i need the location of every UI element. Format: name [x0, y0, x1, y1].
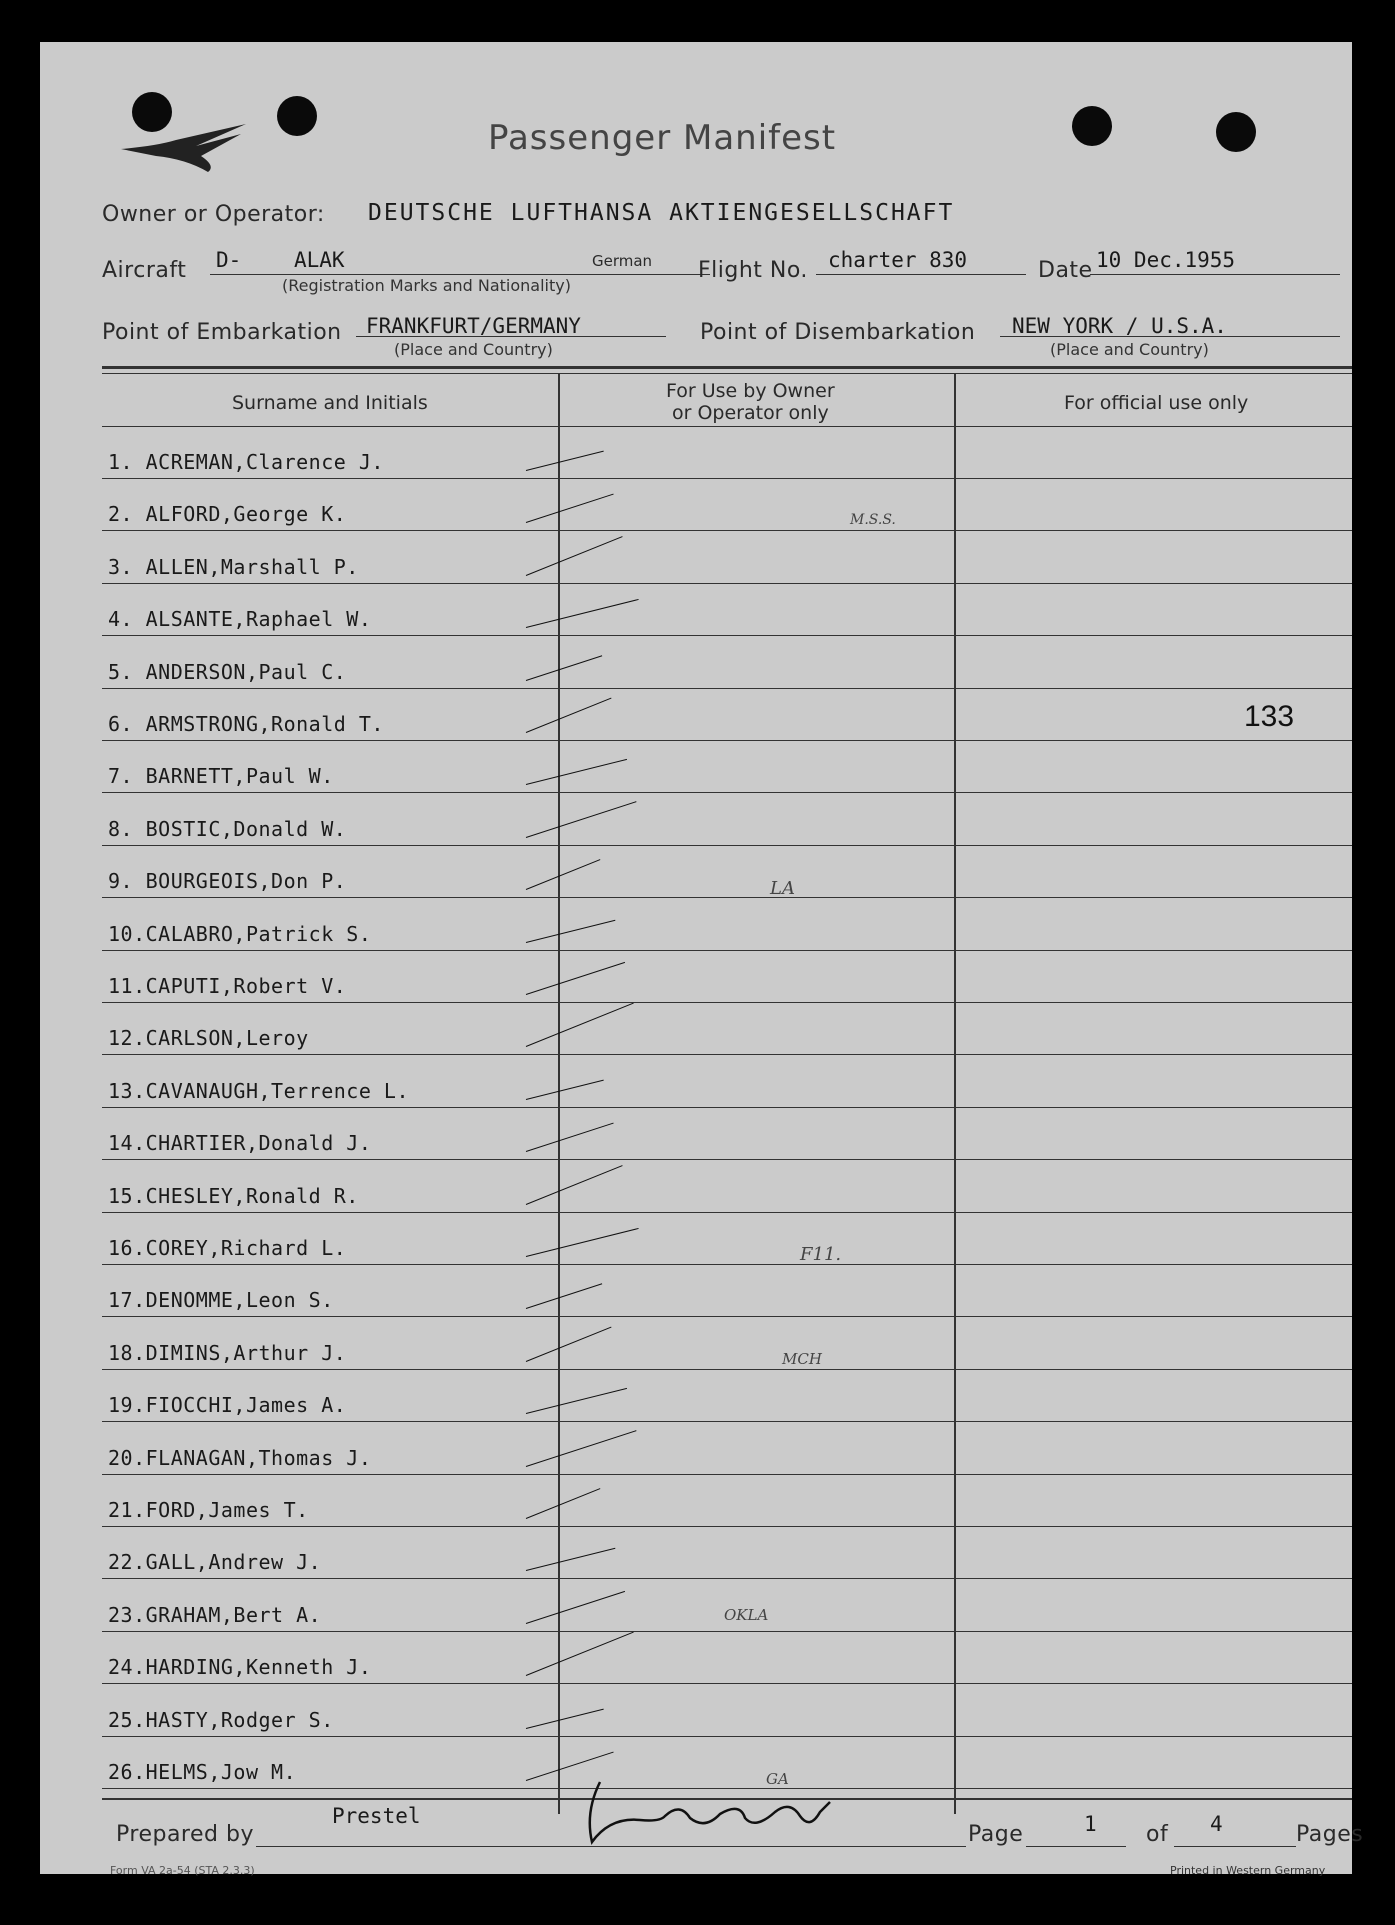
- passenger-name: 23.GRAHAM,Bert A.: [108, 1602, 322, 1627]
- flight-label: Flight No.: [698, 258, 808, 283]
- total-pages: 4: [1210, 1812, 1223, 1836]
- signature: [570, 1772, 860, 1852]
- passenger-name: 15.CHESLEY,Ronald R.: [108, 1183, 359, 1208]
- passenger-row: [108, 426, 1352, 478]
- column-header-owner-use-line1: For Use by Owner: [666, 380, 835, 402]
- aircraft-prefix: D-: [216, 248, 242, 272]
- column-header-surname: Surname and Initials: [232, 392, 428, 414]
- passenger-name: 3. ALLEN,Marshall P.: [108, 554, 359, 579]
- embarkation-label: Point of Embarkation: [102, 320, 342, 345]
- manifest-sheet: [40, 42, 1364, 1877]
- flight-value: charter 830: [828, 248, 968, 272]
- passenger-name: 26.HELMS,Jow M.: [108, 1760, 297, 1784]
- punch-hole: [1216, 112, 1256, 152]
- passenger-name: 2. ALFORD,George K.: [108, 502, 347, 527]
- passenger-name: 13.CAVANAUGH,Terrence L.: [108, 1078, 409, 1103]
- handwritten-note: OKLA: [724, 1606, 769, 1624]
- of-label: of: [1146, 1822, 1169, 1847]
- page-label: Page: [968, 1822, 1024, 1847]
- owner-value: DEUTSCHE LUFTHANSA AKTIENGESELLSCHAFT: [368, 200, 955, 226]
- handwritten-note: LA: [770, 878, 795, 899]
- passenger-row: [108, 1474, 1352, 1526]
- column-header-official: For official use only: [1064, 392, 1249, 414]
- passenger-row: [108, 1317, 1352, 1369]
- passenger-row: [108, 1107, 1352, 1159]
- passenger-name: 7. BARNETT,Paul W.: [108, 764, 334, 789]
- passenger-name: 5. ANDERSON,Paul C.: [108, 659, 347, 684]
- passenger-name: 4. ALSANTE,Raphael W.: [108, 607, 372, 632]
- passenger-name: 21.FORD,James T.: [108, 1498, 309, 1522]
- column-header-owner-use-line2: or Operator only: [672, 402, 829, 424]
- handwritten-note: M.S.S.: [850, 512, 896, 528]
- passenger-row: [108, 1212, 1352, 1264]
- passenger-row: [108, 1002, 1352, 1054]
- passenger-row: [108, 583, 1352, 635]
- official-count: 133: [1244, 700, 1295, 733]
- date-value: 10 Dec.1955: [1096, 248, 1236, 272]
- passenger-name: 9. BOURGEOIS,Don P.: [108, 869, 347, 894]
- aircraft-label: Aircraft: [102, 258, 187, 283]
- passenger-row: [108, 1160, 1352, 1212]
- passenger-row: [108, 1684, 1352, 1736]
- printed-note: Printed in Western Germany: [1170, 1864, 1326, 1877]
- passenger-name: 12.CARLSON,Leroy: [108, 1026, 309, 1051]
- owner-label: Owner or Operator:: [102, 202, 325, 227]
- passenger-row: [108, 898, 1352, 950]
- punch-hole: [1072, 106, 1112, 146]
- passenger-row: [108, 845, 1352, 897]
- disembarkation-value: NEW YORK / U.S.A.: [1012, 314, 1227, 338]
- lufthansa-crane-logo: [116, 104, 256, 174]
- passenger-name: 25.HASTY,Rodger S.: [108, 1707, 334, 1732]
- passenger-row: [108, 636, 1352, 688]
- passenger-name: 17.DENOMME,Leon S.: [108, 1288, 334, 1313]
- date-label: Date: [1038, 258, 1093, 283]
- handwritten-note: GA: [766, 1770, 789, 1788]
- page-title: Passenger Manifest: [488, 118, 837, 158]
- disembarkation-caption: (Place and Country): [1050, 340, 1209, 359]
- passenger-name: 10.CALABRO,Patrick S.: [108, 921, 372, 946]
- passenger-name: 18.DIMINS,Arthur J.: [108, 1340, 347, 1365]
- prepared-by-name: Prestel: [332, 1804, 421, 1828]
- embarkation-caption: (Place and Country): [394, 340, 553, 359]
- passenger-row: [108, 950, 1352, 1002]
- embarkation-value: FRANKFURT/GERMANY: [366, 314, 581, 338]
- handwritten-note: MCH: [782, 1350, 822, 1368]
- page-number: 1: [1084, 1812, 1097, 1836]
- passenger-name: 20.FLANAGAN,Thomas J.: [108, 1445, 372, 1470]
- punch-hole: [277, 96, 317, 136]
- passenger-name: 24.HARDING,Kenneth J.: [108, 1655, 372, 1680]
- passenger-name: 11.CAPUTI,Robert V.: [108, 974, 347, 998]
- prepared-by-label: Prepared by: [116, 1822, 254, 1847]
- aircraft-caption: (Registration Marks and Nationality): [282, 276, 571, 295]
- passenger-name: 16.COREY,Richard L.: [108, 1236, 347, 1260]
- passenger-name: 8. BOSTIC,Donald W.: [108, 816, 347, 841]
- passenger-name: 6. ARMSTRONG,Ronald T.: [108, 712, 384, 736]
- passenger-row: [108, 1264, 1352, 1316]
- passenger-row: [108, 1631, 1352, 1683]
- passenger-row: [108, 740, 1352, 792]
- passenger-row: [108, 1526, 1352, 1578]
- pages-label: Pages: [1296, 1822, 1364, 1847]
- passenger-name: 19.FIOCCHI,James A.: [108, 1393, 347, 1418]
- passenger-name: 14.CHARTIER,Donald J.: [108, 1131, 372, 1156]
- handwritten-note: F11.: [800, 1244, 842, 1265]
- passenger-row: [108, 1055, 1352, 1107]
- passenger-row: [108, 478, 1352, 530]
- aircraft-registration: ALAK: [294, 248, 345, 272]
- passenger-row: [108, 793, 1352, 845]
- passenger-row: [108, 531, 1352, 583]
- aircraft-nationality: German: [592, 252, 653, 270]
- passenger-row: [108, 1369, 1352, 1421]
- passenger-row: [108, 1422, 1352, 1474]
- passenger-name: 1. ACREMAN,Clarence J.: [108, 450, 384, 474]
- form-id: Form VA 2a-54 (STA 2.3.3): [110, 1864, 255, 1877]
- passenger-row: [108, 688, 1352, 740]
- disembarkation-label: Point of Disembarkation: [700, 320, 976, 345]
- passenger-name: 22.GALL,Andrew J.: [108, 1550, 322, 1575]
